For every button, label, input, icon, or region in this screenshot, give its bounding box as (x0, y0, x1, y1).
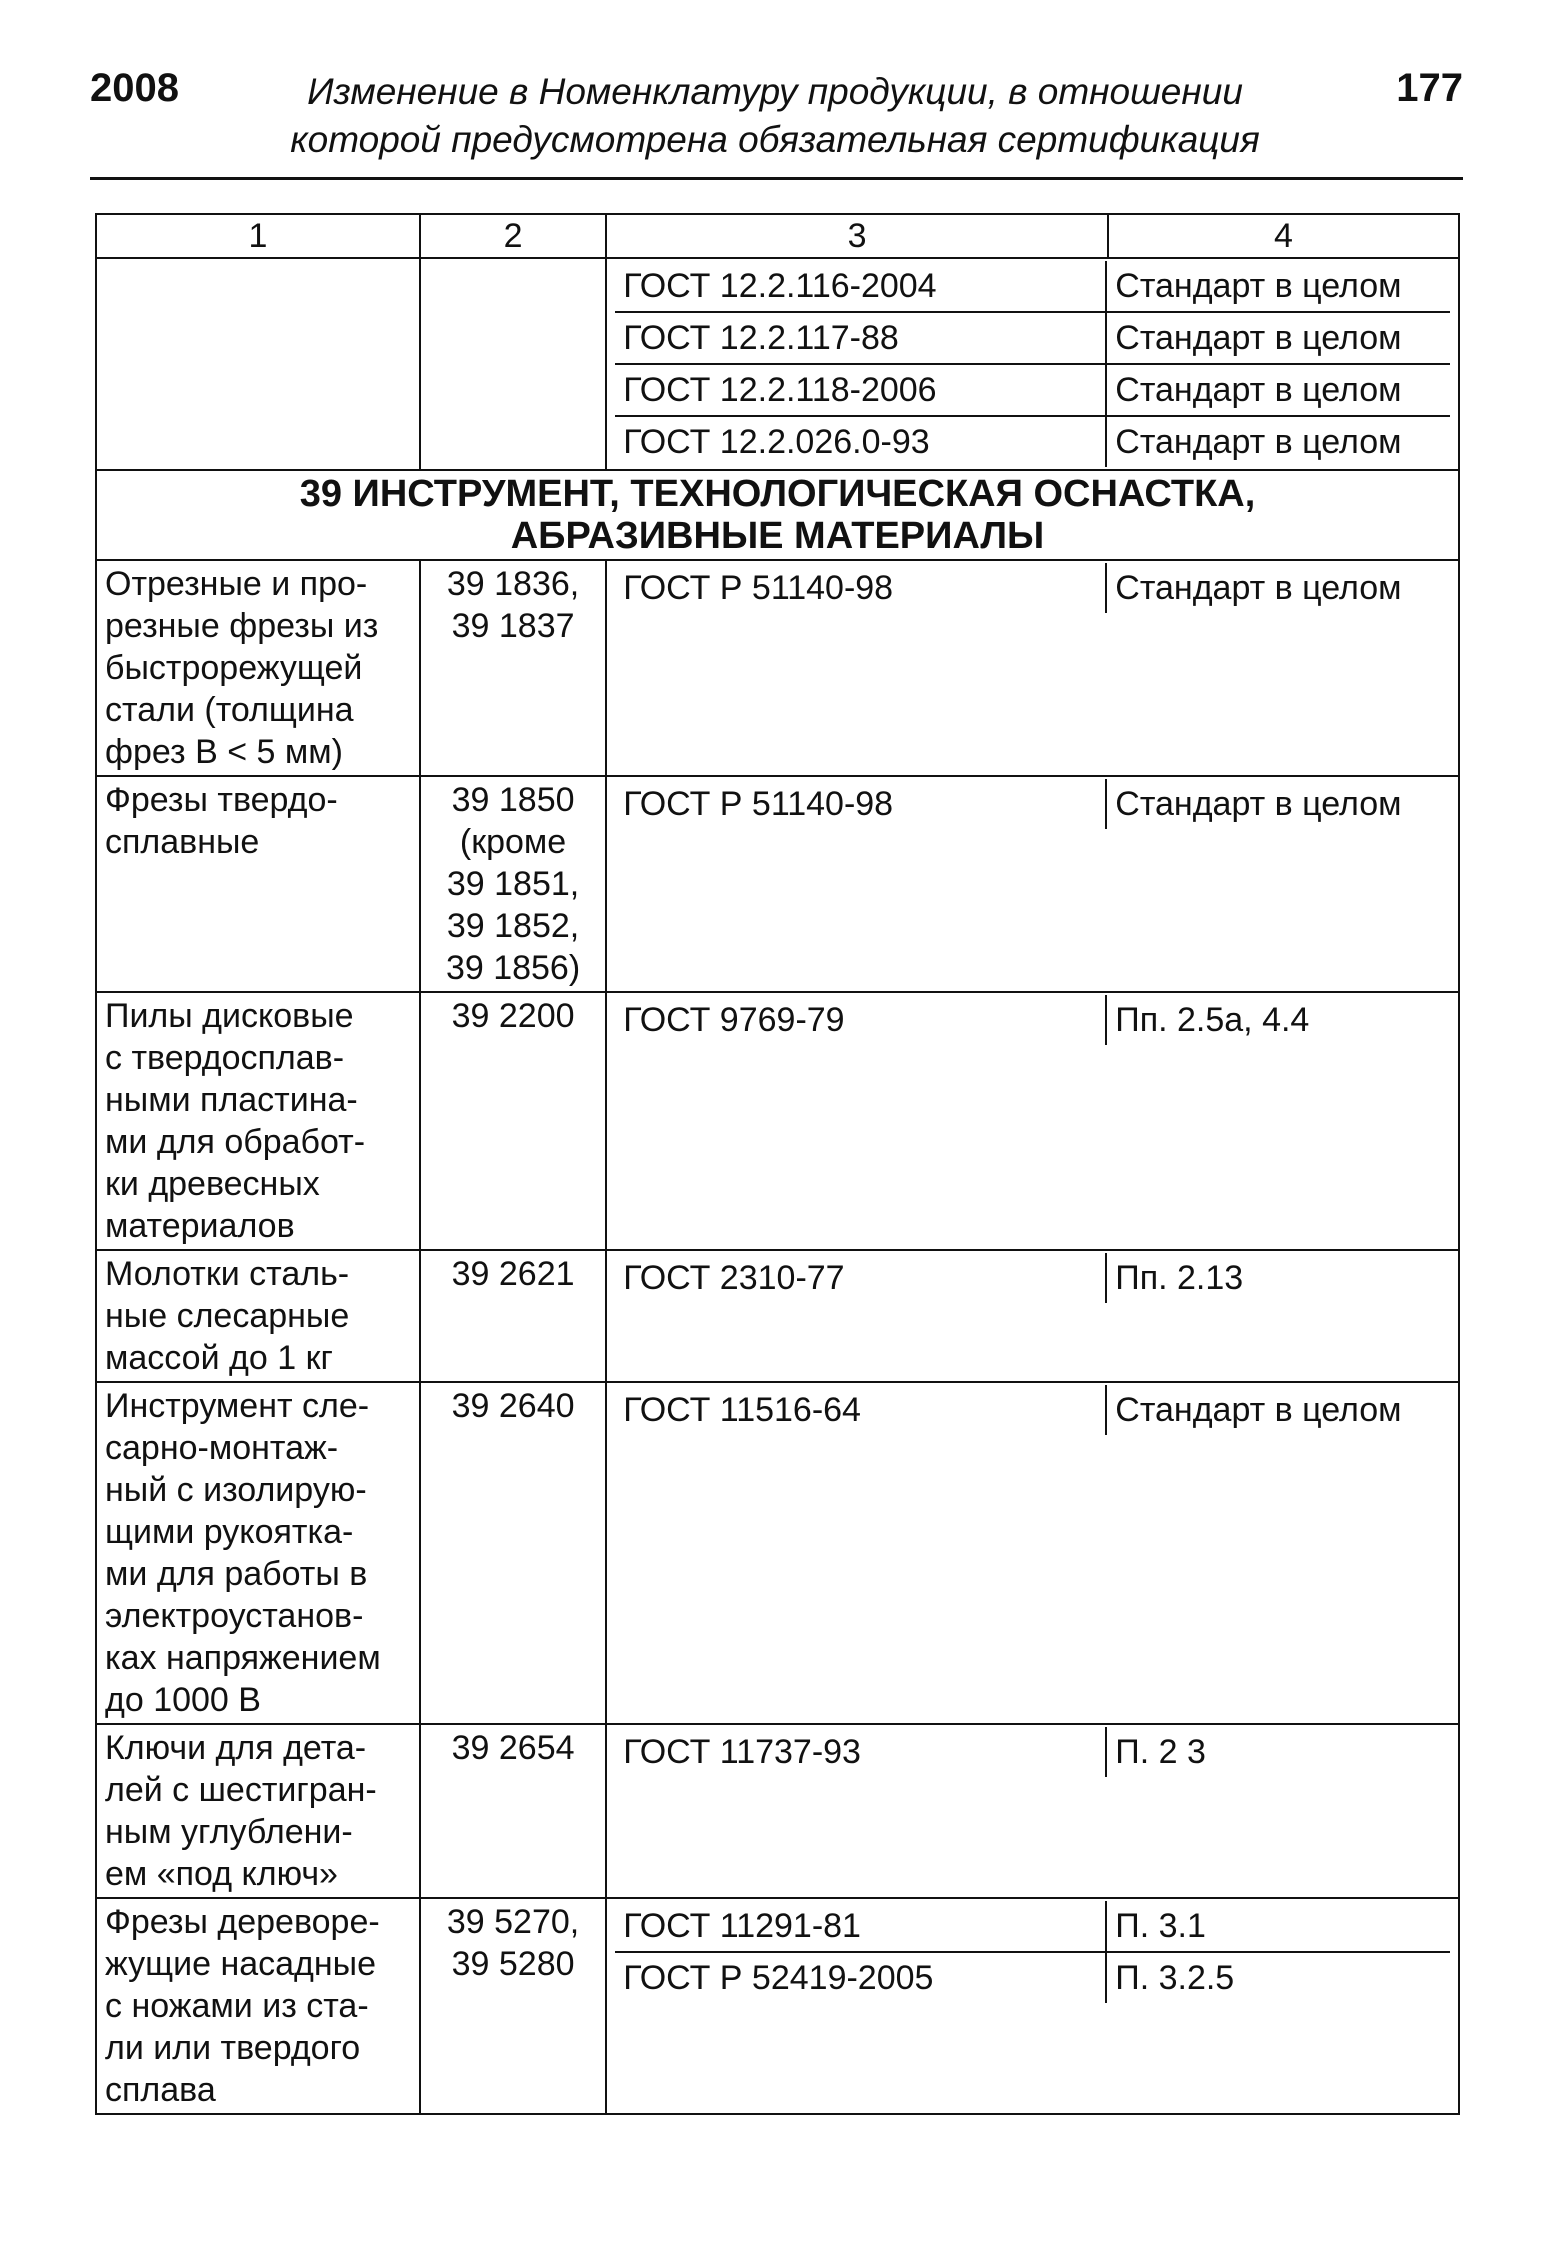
standards-cell (606, 1250, 1459, 1382)
product-code-line: 39 2621 (451, 1255, 575, 1293)
product-code-line: 39 2640 (451, 1387, 575, 1425)
standard-ref: ГОСТ 9769-79 (615, 995, 1106, 1045)
product-code-line: 39 2654 (451, 1729, 575, 1767)
nomenclature-table (95, 213, 1460, 2115)
product-code-line: 39 1852, (446, 907, 580, 945)
product-name-line: до 1000 В (105, 1681, 261, 1719)
standard-scope: П. 3.1 (1106, 1901, 1450, 1952)
standard-ref: ГОСТ Р 52419-2005 (615, 1952, 1106, 2003)
product-name-line: ках напряжением (105, 1639, 381, 1677)
product-name-line: ми для работы в (105, 1555, 368, 1593)
standard-row (615, 1952, 1450, 2003)
product-name-line: стали (толщина (105, 691, 354, 729)
standard-scope: Стандарт в целом (1106, 312, 1450, 364)
product-name-line: ный с изолирую- (105, 1471, 367, 1509)
standard-row (615, 563, 1450, 613)
standard-row (615, 1253, 1450, 1303)
running-title-line-1: Изменение в Номенклатуру продукции, в отношении (307, 71, 1243, 112)
product-name-line: ли или твердого (105, 2029, 361, 2067)
product-name-line: ем «под ключ» (105, 1855, 338, 1893)
section-heading-line-2: АБРАЗИВНЫЕ МАТЕРИАЛЫ (510, 515, 1045, 557)
product-name-cell (96, 258, 420, 470)
product-code-cell (420, 560, 606, 776)
product-name-cell (96, 992, 420, 1250)
product-name-line: ки древесных (105, 1165, 320, 1203)
standard-row (615, 779, 1450, 829)
product-name-line: фрез B < 5 мм) (105, 733, 343, 771)
standard-scope: Стандарт в целом (1115, 569, 1402, 607)
standards-cell (606, 1898, 1459, 2114)
standard-scope: Стандарт в целом (1115, 423, 1402, 461)
standards-subtable (615, 1253, 1450, 1303)
product-code-line: 39 1856) (445, 949, 581, 987)
product-code-line: 39 1836, (446, 565, 580, 603)
standard-row (615, 416, 1450, 467)
product-name-line: сарно-монтаж- (105, 1429, 339, 1467)
product-code-cell (420, 992, 606, 1250)
column-number: 1 (96, 214, 420, 258)
header-rule (90, 177, 1463, 180)
product-code-cell (420, 1724, 606, 1898)
table-row (96, 992, 1459, 1250)
continuation-row (96, 258, 1459, 470)
product-code-line: 39 1851, (446, 865, 580, 903)
running-title-line-2: которой предусмотрена обязательная сертификация (290, 119, 1260, 160)
product-code-cell (420, 258, 606, 470)
column-number: 3 (606, 214, 1108, 258)
standard-scope: Пп. 2.13 (1115, 1259, 1244, 1297)
standard-row (615, 312, 1450, 364)
product-name-line: ные слесарные (105, 1297, 350, 1335)
product-name-cell (96, 1382, 420, 1724)
product-name-line: Отрезные и про- (105, 565, 368, 603)
standard-row (615, 1901, 1450, 1952)
product-code-cell (420, 776, 606, 992)
product-name-line: ными пластина- (105, 1081, 358, 1119)
page-number: 177 (1396, 66, 1463, 110)
product-code-line: 39 2200 (451, 997, 575, 1035)
product-name-line: сплавные (105, 823, 260, 861)
product-code-line: (кроме (459, 823, 567, 861)
standard-scope: П. 3.2.5 (1115, 1959, 1235, 1997)
section-heading (96, 470, 1459, 560)
product-name-line: Инструмент сле- (105, 1387, 370, 1425)
product-rows (96, 560, 1459, 2114)
standard-row (615, 261, 1450, 312)
table-row (96, 1250, 1459, 1382)
product-name-line: с твердосплав- (105, 1039, 345, 1077)
section-heading-line-1: 39 ИНСТРУМЕНТ, ТЕХНОЛОГИЧЕСКАЯ ОСНАСТКА, (299, 473, 1256, 515)
product-name-line: ми для обработ- (105, 1123, 366, 1161)
standards-cell (606, 992, 1459, 1250)
standard-ref: ГОСТ 11737-93 (615, 1727, 1106, 1777)
product-name-line: щими рукоятка- (105, 1513, 354, 1551)
standards-cell (606, 258, 1459, 470)
product-name-line: резные фрезы из (105, 607, 379, 645)
table-row (96, 560, 1459, 776)
standard-ref: ГОСТ Р 51140-98 (615, 779, 1106, 829)
product-name-line: Молотки сталь- (105, 1255, 350, 1293)
standard-row (615, 995, 1450, 1045)
standards-cell (606, 1382, 1459, 1724)
product-name-cell (96, 1250, 420, 1382)
standards-subtable (615, 1385, 1450, 1435)
standard-row (615, 364, 1450, 416)
standards-cell (606, 560, 1459, 776)
table-row (96, 1724, 1459, 1898)
product-name-line: материалов (105, 1207, 295, 1245)
year: 2008 (90, 66, 179, 110)
standard-scope: П. 2 3 (1115, 1733, 1206, 1771)
product-name-cell (96, 1724, 420, 1898)
standard-ref: ГОСТ 11516-64 (615, 1385, 1106, 1435)
column-number: 2 (420, 214, 606, 258)
product-code-line: 39 1850 (451, 781, 575, 819)
standard-ref: ГОСТ Р 51140-98 (615, 563, 1106, 613)
standards-cell (606, 776, 1459, 992)
product-code-cell (420, 1250, 606, 1382)
product-name-line: сплава (105, 2071, 216, 2109)
section-heading-row (96, 470, 1459, 560)
product-name-cell (96, 1898, 420, 2114)
product-name-cell (96, 776, 420, 992)
standard-scope: Стандарт в целом (1115, 785, 1402, 823)
product-name-line: массой до 1 кг (105, 1339, 333, 1377)
product-name-line: Пилы дисковые (105, 997, 354, 1035)
product-name-line: жущие насадные (105, 1945, 377, 1983)
product-name-line: быстрорежущей (105, 649, 363, 687)
standard-scope: Стандарт в целом (1106, 364, 1450, 416)
product-name-line: ным углублени- (105, 1813, 353, 1851)
product-code-line: 39 1837 (451, 607, 575, 645)
table-row (96, 1382, 1459, 1724)
table-row (96, 776, 1459, 992)
standards-subtable (615, 1727, 1450, 1777)
standard-row (615, 1727, 1450, 1777)
product-code-cell (420, 1898, 606, 2114)
product-name-line: Фрезы дереворе- (105, 1903, 380, 1941)
product-name-line: лей с шестигран- (105, 1771, 377, 1809)
running-title (210, 68, 1340, 164)
product-name-line: электроустанов- (105, 1597, 364, 1635)
standards-subtable (615, 779, 1450, 829)
table-row (96, 1898, 1459, 2114)
standard-ref: ГОСТ 12.2.116-2004 (615, 261, 1106, 312)
standard-ref: ГОСТ 12.2.118-2006 (615, 364, 1106, 416)
product-name-line: Фрезы твердо- (105, 781, 338, 819)
standards-subtable (615, 261, 1450, 467)
standards-subtable (615, 563, 1450, 613)
column-number-row (96, 214, 1459, 258)
standard-scope: Стандарт в целом (1106, 261, 1450, 312)
product-name-line: с ножами из ста- (105, 1987, 369, 2025)
standard-ref: ГОСТ 12.2.026.0-93 (615, 416, 1106, 467)
standards-cell (606, 1724, 1459, 1898)
standard-row (615, 1385, 1450, 1435)
standard-scope: Стандарт в целом (1115, 1391, 1402, 1429)
product-code-cell (420, 1382, 606, 1724)
standard-ref: ГОСТ 12.2.117-88 (615, 312, 1106, 364)
standard-scope: Пп. 2.5а, 4.4 (1115, 1001, 1310, 1039)
page-header (90, 62, 1463, 182)
standard-ref: ГОСТ 2310-77 (615, 1253, 1106, 1303)
standards-subtable (615, 995, 1450, 1045)
product-code-line: 39 5270, (446, 1903, 580, 1941)
column-number: 4 (1108, 214, 1459, 258)
product-name-cell (96, 560, 420, 776)
product-code-line: 39 5280 (451, 1945, 575, 1983)
product-name-line: Ключи для дета- (105, 1729, 367, 1767)
standard-ref: ГОСТ 11291-81 (615, 1901, 1106, 1952)
standards-subtable (615, 1901, 1450, 2003)
